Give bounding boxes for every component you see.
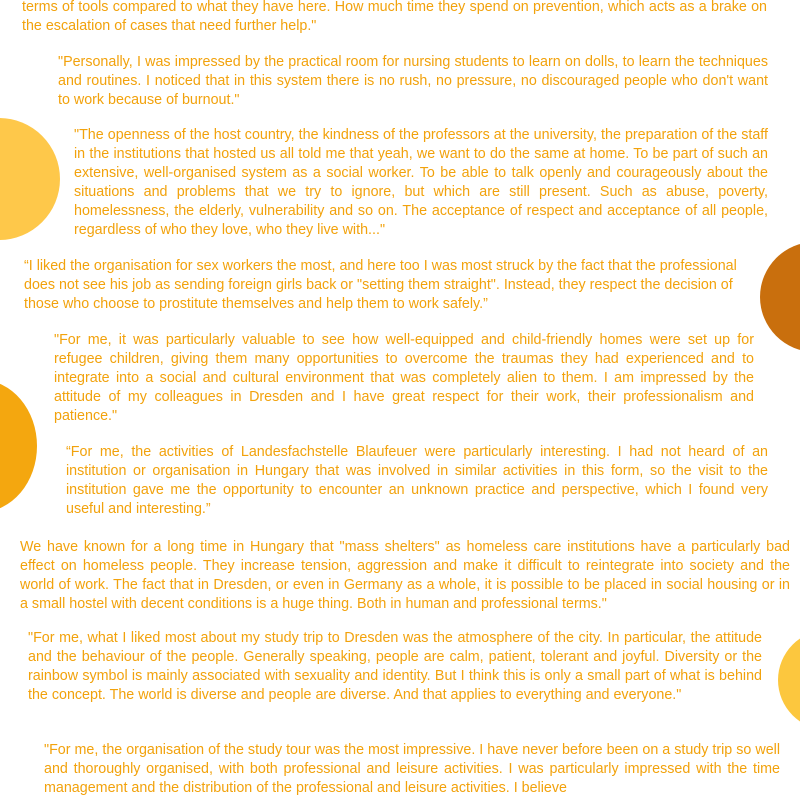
decorative-circle-brown-right: [760, 242, 800, 352]
quote-paragraph-nursing-room: "Personally, I was impressed by the practical room for nursing students to learn on dolls, to learn the techniques and routines. I noticed that in this system there is no rush, no pressure, no discouraged people who don't want to work because of burnout.": [58, 54, 768, 108]
quote-paragraph-mass-shelters: We have known for a long time in Hungary that "mass shelters" as homeless care institutions have a particularly bad effect on homeless people. They increase tension, aggression and make it difficult to reintegrate into society and the world of work. The fact that in Dresden, or even in Germany as a whole, it is possible to be placed in social housing or in a small hostel with decent conditions is a huge thing. Both in human and professional terms.": [20, 539, 790, 612]
decorative-circle-yellow-left: [0, 118, 60, 240]
decorative-circle-yellow-right: [778, 630, 800, 730]
quote-paragraph-dresden-atmosphere: "For me, what I liked most about my study trip to Dresden was the atmosphere of the city. In particular, the attitude and the behaviour of the people. Generally speaking, people are calm, patient, tolerant and joyful. Diversity or the rainbow symbol is mainly associated with sexuality and identity. But I think this is only a small part of what is behind the concept. The world is diverse and people are diverse. And that applies to everything and everyone.": [28, 630, 762, 703]
quote-paragraph-blaufeuer: “For me, the activities of Landesfachstelle Blaufeuer were particularly interesting. I had not heard of an institution or organisation in Hungary that was involved in similar activities in this form, so the visit to the institution gave me the opportunity to encounter an unknown practice and perspective, which I found very useful and interesting.”: [66, 444, 768, 517]
quote-paragraph-continued: terms of tools compared to what they have here. How much time they spend on prevention, which acts as a brake on the escalation of cases that need further help.": [22, 0, 767, 34]
decorative-circle-orange-left: [0, 380, 37, 512]
quote-paragraph-sex-workers: “I liked the organisation for sex workers the most, and here too I was most struck by the fact that the professional does not see his job as sending foreign girls back or "setting them straight". Instead, they respect the decision of those who choose to prostitute themselves and help them to work safely.”: [24, 258, 737, 312]
quote-paragraph-refugee-homes: "For me, it was particularly valuable to see how well-equipped and child-friendly homes were set up for refugee children, giving them many opportunities to overcome the traumas they had experienced and to integrate into a social and cultural environment that was completely alien to them. I am impressed by the attitude of my colleagues in Dresden and I have great respect for their work, their professionalism and patience.": [54, 332, 754, 424]
quote-paragraph-host-country: "The openness of the host country, the kindness of the professors at the university, the preparation of the staff in the institutions that hosted us all told me that yeah, we want to do the same at home. To be part of such an extensive, well-organised system as a social worker. To be able to talk openly and courageously about the situations and problems that we try to ignore, but which are still present. Such as abuse, poverty, homelessness, the elderly, vulnerability and so on. The acceptance of respect and acceptance of all people, regardless of who they love, who they live with...": [74, 127, 768, 238]
quote-paragraph-study-tour: "For me, the organisation of the study tour was the most impressive. I have never before been on a study trip so well and thoroughly organised, with both professional and leisure activities. I was particularly impressed with the time management and the distribution of the professional and leisure activities. I believe: [44, 742, 780, 796]
